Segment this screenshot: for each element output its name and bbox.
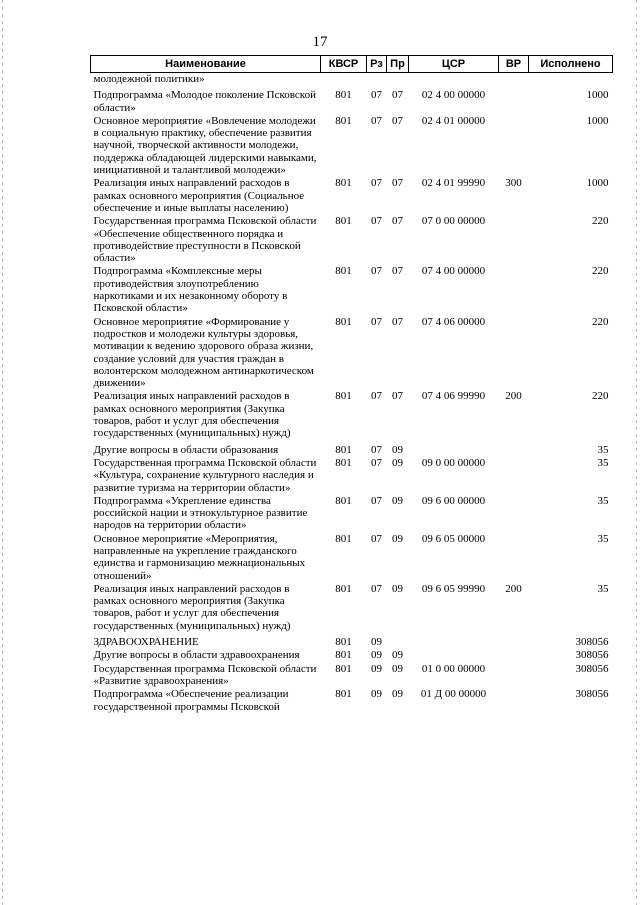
cell-kvsr: 801 bbox=[335, 390, 352, 403]
cell-pr: 07 bbox=[392, 315, 403, 328]
cell-kvsr: 801 bbox=[335, 649, 352, 662]
table-header-row bbox=[91, 56, 613, 73]
cell-rz: 07 bbox=[371, 390, 382, 403]
page-number: 17 bbox=[312, 34, 328, 50]
cell-name: Реализация иных направлений расходов в рамках основного мероприятия (Социальное обеспечение и иные выплаты населению) bbox=[93, 177, 305, 214]
cell-done: 1000 bbox=[586, 114, 609, 127]
cell-csr: 09 6 05 99990 bbox=[421, 582, 486, 595]
cell-done: 1000 bbox=[586, 89, 609, 102]
table-row bbox=[91, 633, 613, 649]
cell-kvsr: 801 bbox=[335, 443, 352, 456]
cell-pr bbox=[387, 633, 409, 649]
cell-rz: 07 bbox=[371, 114, 382, 127]
cell-vr bbox=[499, 533, 529, 583]
cell-kvsr: 801 bbox=[335, 688, 352, 701]
cell-done: 35 bbox=[597, 443, 609, 456]
scan-edge-left bbox=[2, 0, 3, 905]
table-row bbox=[91, 115, 613, 177]
cell-csr: 07 0 00 00000 bbox=[421, 215, 486, 228]
table-row bbox=[91, 649, 613, 662]
header-vr: ВР bbox=[499, 56, 529, 73]
scan-edge-right bbox=[636, 0, 637, 905]
cell-vr bbox=[499, 649, 529, 662]
table-row bbox=[91, 583, 613, 633]
cell-pr: 09 bbox=[392, 688, 403, 701]
table-row bbox=[91, 663, 613, 689]
cell-done: 220 bbox=[592, 215, 609, 228]
cell-name: Подпрограмма «Обеспечение реализации государственной программы Псковской bbox=[93, 688, 289, 713]
cell-name: Подпрограмма «Молодое поколение Псковской области» bbox=[93, 89, 316, 114]
cell-rz: 09 bbox=[371, 662, 382, 675]
cell-name: Другие вопросы в области образования bbox=[93, 443, 279, 456]
cell-csr bbox=[409, 441, 499, 457]
cell-pr: 09 bbox=[392, 443, 403, 456]
header-csr: ЦСР bbox=[409, 56, 499, 73]
cell-name: Подпрограмма «Комплексные меры противодействия злоупотреблению наркотиками и их незаконному обороту в Псковской области» bbox=[93, 265, 288, 315]
cell-rz: 07 bbox=[371, 494, 382, 507]
cell-vr bbox=[499, 688, 529, 714]
cell-csr bbox=[409, 633, 499, 649]
header-name: Наименование bbox=[91, 56, 321, 73]
cell-rz: 07 bbox=[371, 177, 382, 190]
cell-rz: 07 bbox=[371, 532, 382, 545]
cell-name: Государственная программа Псковской области «Обеспечение общественного порядка и противодействие преступности в Псковской области» bbox=[93, 215, 317, 265]
budget-table bbox=[90, 55, 613, 714]
cell-name: ЗДРАВООХРАНЕНИЕ bbox=[93, 636, 199, 649]
cell-done: 220 bbox=[592, 315, 609, 328]
table-row bbox=[91, 441, 613, 457]
cell-csr: 07 4 00 00000 bbox=[421, 265, 486, 278]
cell-done: 35 bbox=[597, 494, 609, 507]
cell-kvsr: 801 bbox=[335, 265, 352, 278]
cell-pr: 09 bbox=[392, 582, 403, 595]
cell-done: 308056 bbox=[575, 636, 609, 649]
cell-vr: 200 bbox=[505, 582, 522, 595]
cell-rz: 09 bbox=[371, 649, 382, 662]
cell-done: 35 bbox=[597, 582, 609, 595]
cell-done: 220 bbox=[592, 265, 609, 278]
cell-done: 1000 bbox=[586, 177, 609, 190]
cell-rz: 07 bbox=[371, 443, 382, 456]
table-row bbox=[91, 533, 613, 583]
cell-name: Подпрограмма «Укрепление единства российской нации и этнокультурное развитие народов на территории области» bbox=[93, 494, 308, 532]
continuation-text: молодежной политики» bbox=[93, 73, 205, 85]
cell-name: Основное мероприятие «Формирование у подростков и молодежи культуры здоровья, мотивации к ведению здорового образа жизни, создание условий для участия граждан в волонтерском молодежном антинаркотическом движении» bbox=[93, 315, 314, 390]
cell-kvsr: 801 bbox=[335, 532, 352, 545]
cell-vr bbox=[499, 633, 529, 649]
cell-pr: 07 bbox=[392, 390, 403, 403]
cell-kvsr: 801 bbox=[335, 662, 352, 675]
cell-vr bbox=[499, 215, 529, 265]
cell-done: 308056 bbox=[575, 688, 609, 701]
cell-csr: 02 4 00 00000 bbox=[421, 89, 486, 102]
cell-done: 308056 bbox=[575, 662, 609, 675]
cell-pr: 09 bbox=[392, 662, 403, 675]
table-row bbox=[91, 89, 613, 115]
cell-pr: 09 bbox=[392, 456, 403, 469]
cell-pr: 09 bbox=[392, 532, 403, 545]
cell-vr bbox=[499, 457, 529, 495]
cell-kvsr: 801 bbox=[335, 636, 352, 649]
table-row bbox=[91, 390, 613, 440]
cell-rz: 09 bbox=[371, 636, 382, 649]
cell-kvsr: 801 bbox=[335, 494, 352, 507]
header-kvsr: КВСР bbox=[321, 56, 367, 73]
cell-name: Реализация иных направлений расходов в рамках основного мероприятия (Закупка товаров, работ и услуг для обеспечения государственных (муниципальных) нужд) bbox=[93, 390, 291, 440]
table-row bbox=[91, 495, 613, 533]
cell-kvsr: 801 bbox=[335, 114, 352, 127]
cell-kvsr: 801 bbox=[335, 89, 352, 102]
cell-csr: 09 6 00 00000 bbox=[421, 494, 486, 507]
cell-csr: 09 6 05 00000 bbox=[421, 532, 486, 545]
cell-pr: 09 bbox=[392, 494, 403, 507]
cell-vr bbox=[499, 265, 529, 315]
cell-vr bbox=[499, 495, 529, 533]
table-row bbox=[91, 265, 613, 315]
cell-csr: 09 0 00 00000 bbox=[421, 456, 486, 469]
header-rz: Рз bbox=[367, 56, 387, 73]
cell-csr: 02 4 01 00000 bbox=[421, 114, 486, 127]
cell-kvsr: 801 bbox=[335, 582, 352, 595]
cell-pr: 07 bbox=[392, 89, 403, 102]
cell-pr: 07 bbox=[392, 265, 403, 278]
cell-kvsr: 801 bbox=[335, 215, 352, 228]
cell-vr bbox=[499, 316, 529, 391]
cell-vr bbox=[499, 115, 529, 177]
cell-kvsr: 801 bbox=[335, 177, 352, 190]
cell-csr: 01 Д 00 00000 bbox=[420, 688, 487, 701]
table-row-continuation bbox=[91, 73, 613, 90]
cell-done: 220 bbox=[592, 390, 609, 403]
cell-csr bbox=[409, 649, 499, 662]
cell-csr: 02 4 01 99990 bbox=[421, 177, 486, 190]
cell-vr: 200 bbox=[505, 390, 522, 403]
cell-name: Реализация иных направлений расходов в рамках основного мероприятия (Закупка товаров, работ и услуг для обеспечения государственных (муниципальных) нужд) bbox=[93, 582, 291, 632]
table-row bbox=[91, 457, 613, 495]
cell-rz: 07 bbox=[371, 265, 382, 278]
table-row bbox=[91, 316, 613, 391]
table-row bbox=[91, 177, 613, 215]
cell-vr bbox=[499, 663, 529, 689]
cell-name: Государственная программа Псковской области «Культура, сохранение культурного наследия и развитие туризма на территории области» bbox=[93, 456, 317, 494]
cell-name: Государственная программа Псковской области «Развитие здравоохранения» bbox=[93, 662, 317, 687]
cell-rz: 09 bbox=[371, 688, 382, 701]
cell-kvsr: 801 bbox=[335, 315, 352, 328]
header-pr: Пр bbox=[387, 56, 409, 73]
header-done: Исполнено bbox=[529, 56, 613, 73]
table-row bbox=[91, 215, 613, 265]
cell-done: 35 bbox=[597, 532, 609, 545]
cell-name: Основное мероприятие «Мероприятия, направленные на укрепление гражданского единства и гармонизацию межнациональных отношений» bbox=[93, 532, 306, 582]
cell-vr bbox=[499, 441, 529, 457]
cell-rz: 07 bbox=[371, 215, 382, 228]
cell-done: 308056 bbox=[575, 649, 609, 662]
cell-csr: 07 4 06 00000 bbox=[421, 315, 486, 328]
cell-vr: 300 bbox=[505, 177, 522, 190]
cell-csr: 01 0 00 00000 bbox=[421, 662, 486, 675]
cell-name: Основное мероприятие «Вовлечение молодежи в социальную практику, обеспечение развития научной, творческой активности молодежи, поддержка обладающей лидерскими навыками, инициативной и талантливой молодежи» bbox=[93, 114, 317, 177]
cell-done: 35 bbox=[597, 456, 609, 469]
table-row bbox=[91, 688, 613, 714]
cell-pr: 07 bbox=[392, 114, 403, 127]
cell-pr: 07 bbox=[392, 215, 403, 228]
cell-rz: 07 bbox=[371, 89, 382, 102]
cell-csr: 07 4 06 99990 bbox=[421, 390, 486, 403]
cell-vr bbox=[499, 89, 529, 115]
cell-rz: 07 bbox=[371, 456, 382, 469]
cell-kvsr: 801 bbox=[335, 456, 352, 469]
cell-name: Другие вопросы в области здравоохранения bbox=[93, 649, 300, 662]
cell-rz: 07 bbox=[371, 582, 382, 595]
cell-rz: 07 bbox=[371, 315, 382, 328]
cell-pr: 09 bbox=[392, 649, 403, 662]
cell-pr: 07 bbox=[392, 177, 403, 190]
